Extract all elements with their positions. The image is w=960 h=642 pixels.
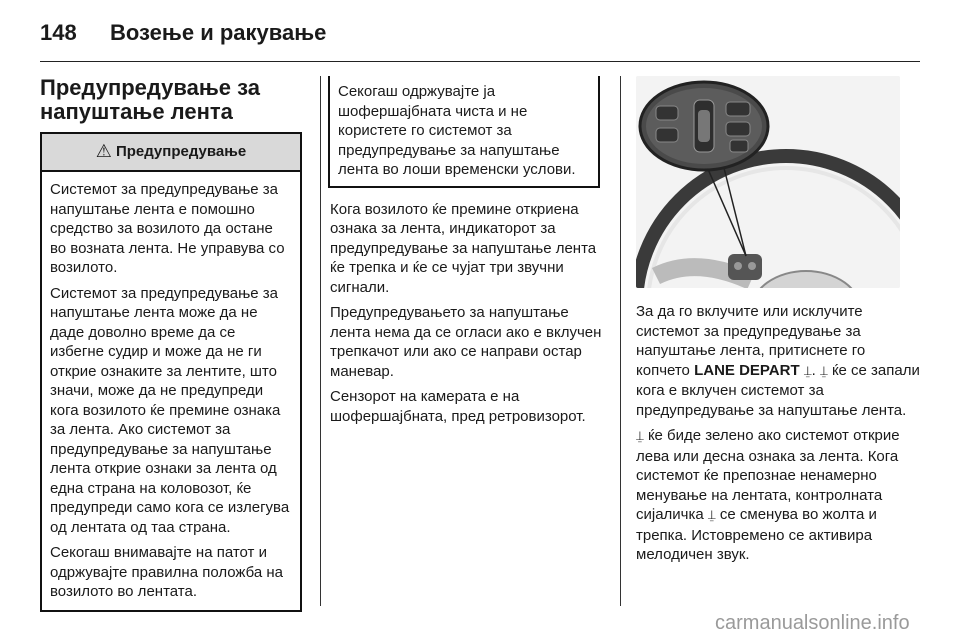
warning-paragraph-1: Системот за предупредување за напуштање лента е помошно средство за возилото да остане во возната лента. Не управува со возилото. (50, 181, 285, 276)
page-number: 148 (40, 20, 77, 45)
column-2 (330, 76, 602, 432)
column-1 (40, 76, 302, 612)
caution-box (328, 76, 600, 188)
warning-box-header (42, 134, 300, 172)
warning-box (40, 132, 302, 612)
watermark: carmanualsonline.info (715, 612, 910, 634)
heading-line-1: Предупредување за (40, 75, 261, 100)
main-heading (40, 76, 302, 124)
warning-paragraph-2: Системот за предупредување за напуштање лента може да не даде доволно време да се избегне судир и може да не ги открие ознаките за лентите, што значи, може да не предупреди кога возилото ќе премине ознака за лента. Ако системот за предупредување за напуштање лента открие ознаки за лента од една страна на коловозот, ќе предупреди само кога се излегува од лентата од таа страна. (50, 284, 290, 536)
p5-part-2: се сменува во жолта и трепка. Истовремено се активира мелодичен звук. (636, 506, 877, 563)
warning-box-body (42, 172, 300, 610)
header-divider (40, 61, 920, 62)
lane-departure-icon: ⍊ (803, 363, 812, 379)
lane-departure-icon: ⍊ (707, 508, 716, 523)
steering-wheel-figure (636, 76, 900, 288)
caution-text: Секогаш одржувајте ја шофершајбната чиста и не користете го системот за предупредување за напуштање лента во лоши временски услови. (338, 83, 576, 178)
body-paragraph-3: Сензорот на камерата е на шофершајбната, пред ретровизорот. (330, 388, 586, 425)
p4-part-1: За да го вклучите или исклучите системот за предупредување за напуштање лента, притиснете го копчето (636, 303, 866, 379)
steering-wheel-illustration (636, 76, 900, 288)
warning-triangle-icon: ⚠ (95, 141, 112, 162)
page-header (40, 20, 326, 50)
body-paragraph-5 (636, 426, 920, 565)
body-paragraph-2: Предупредувањето за напуштање лента нема да се огласи ако е вклучен трепкачот или ако се направи остар маневар. (330, 304, 602, 380)
column-divider-2 (620, 76, 621, 606)
column-3 (636, 76, 920, 571)
lane-departure-icon: ⍊ (819, 363, 828, 379)
heading-line-2: напуштање лента (40, 99, 233, 124)
section-title: Возење и ракување (110, 20, 327, 45)
p4-part-3: ќе се запали кога е вклучен системот за предупредување за напуштање лента. (636, 361, 920, 419)
column-divider-1 (320, 76, 321, 606)
body-paragraph-1: Кога возилото ќе премине откриена ознака за лента, индикаторот за предупредување за напуштање лента ќе трепка и ќе се чујат три звучни сигнали. (330, 200, 597, 296)
body-paragraph-4 (636, 302, 920, 420)
p4-part-2: . (811, 361, 820, 379)
warning-paragraph-3: Секогаш внимавајте на патот и одржувајте правилна положба на возилото во лентата. (50, 544, 284, 600)
lane-depart-button-label: LANE DEPART (694, 361, 800, 379)
p5-part-1: ќе биде зелено ако системот открие лева или десна ознака за лента. Кога системот ќе препознае ненамерно менување на лентата, контролната сијаличка (636, 427, 900, 523)
lane-departure-icon: ⍊ (636, 429, 644, 444)
warning-title: Предупредување (115, 143, 247, 161)
